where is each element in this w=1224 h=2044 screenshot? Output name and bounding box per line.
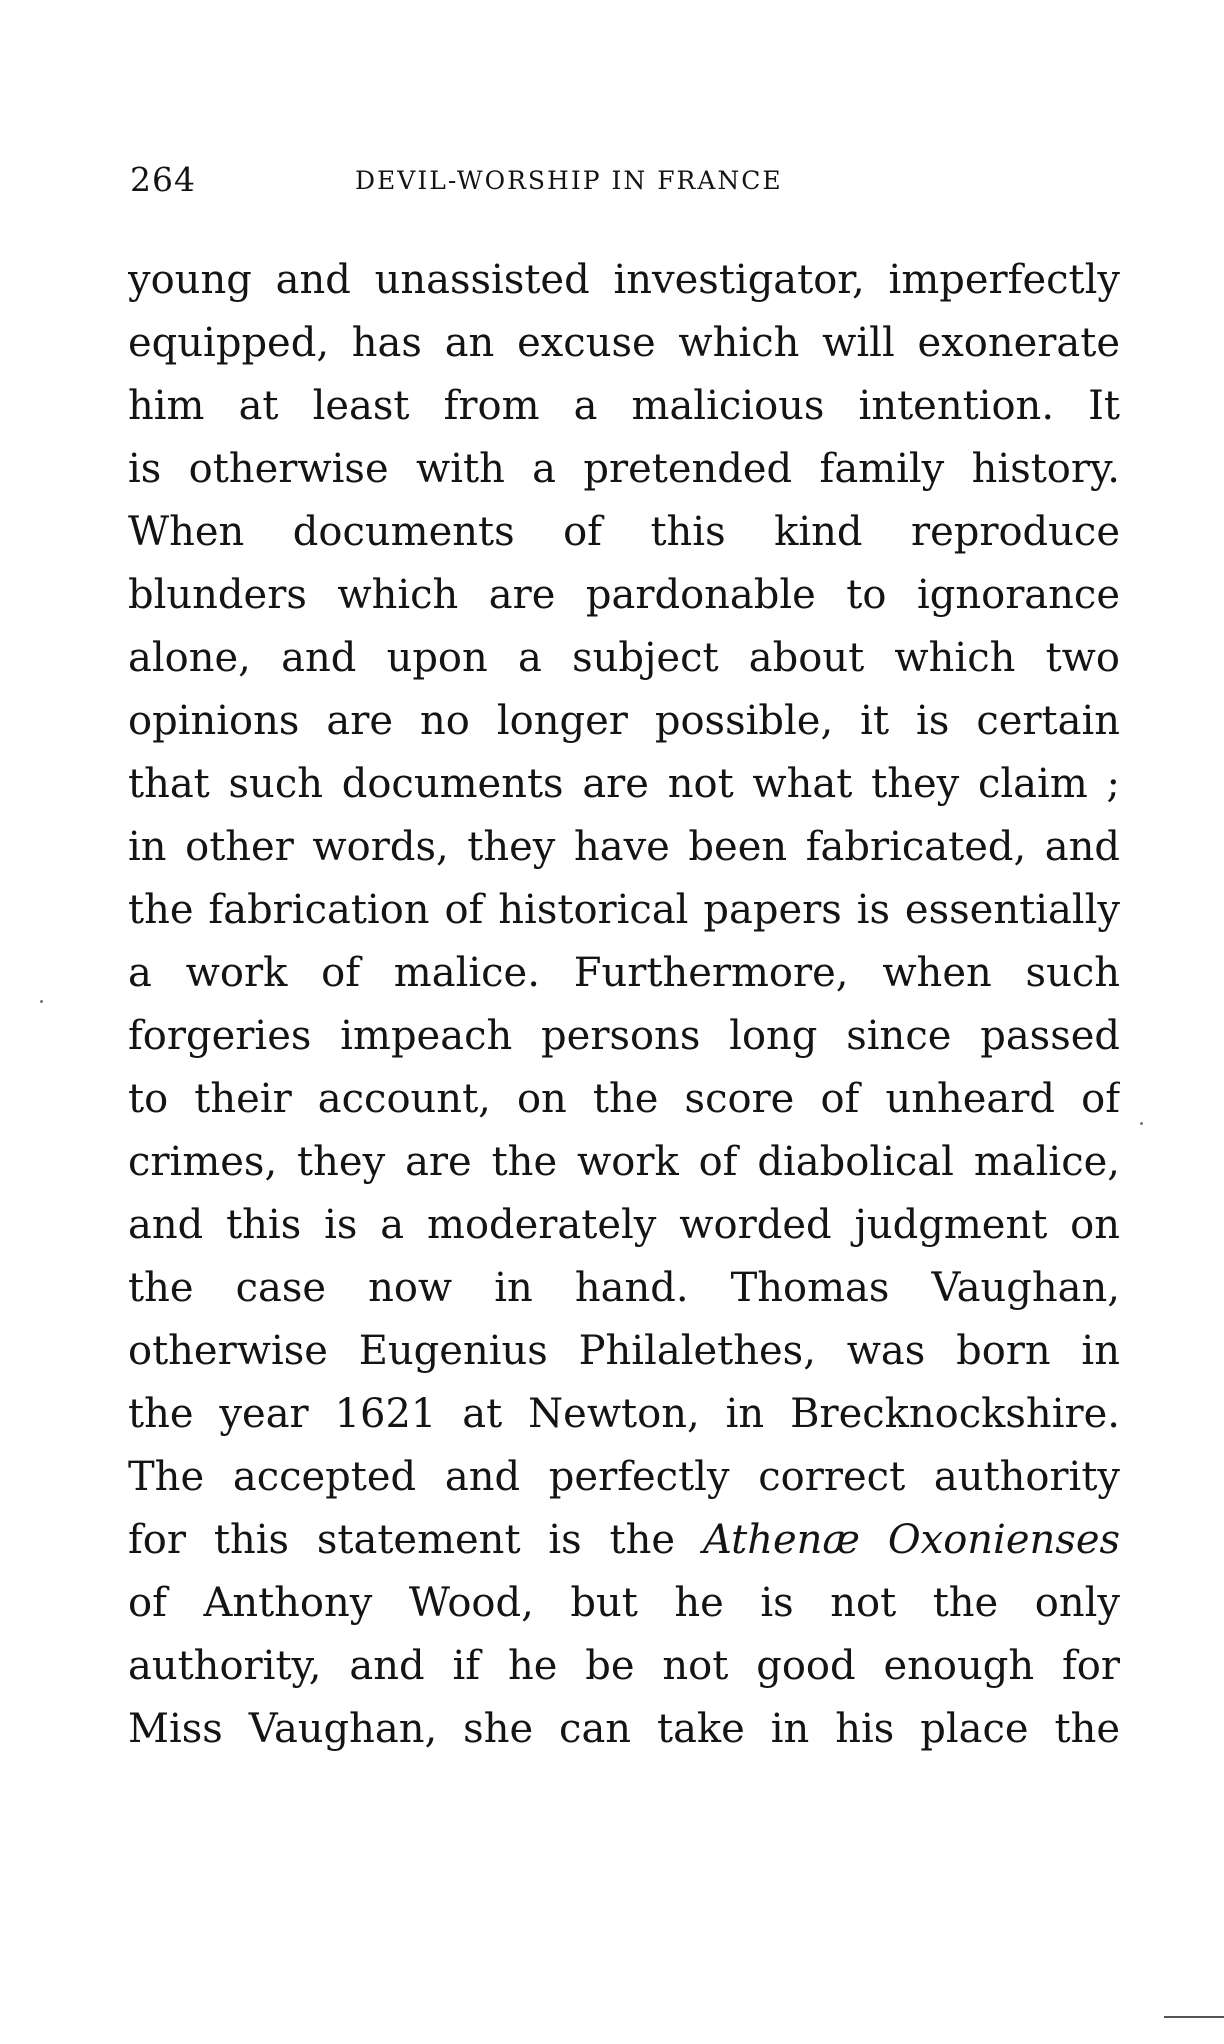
- text-line: him at least from a malicious intention. It: [128, 383, 1120, 429]
- page-edge-mark: [1164, 2016, 1224, 2018]
- paper-speck: [1140, 1122, 1143, 1125]
- running-title: DEVIL-WORSHIP IN FRANCE: [355, 166, 783, 195]
- text-line: the fabrication of historical papers is essentially: [128, 887, 1120, 933]
- text-line: in other words, they have been fabricated, and: [128, 824, 1120, 870]
- text-line: authority, and if he be not good enough for: [128, 1643, 1120, 1689]
- text-line: to their account, on the score of unheard of: [128, 1076, 1120, 1122]
- text-segment: for this statement is the: [128, 1517, 676, 1563]
- text-line: the case now in hand. Thomas Vaughan,: [128, 1265, 1120, 1311]
- text-line: that such documents are not what they claim ;: [128, 761, 1120, 807]
- running-head: [130, 160, 1120, 210]
- paper-speck: [40, 1000, 43, 1003]
- book-title-italic: Athenæ Oxonienses: [702, 1517, 1120, 1563]
- page-number: 264: [130, 160, 196, 199]
- text-line: the year 1621 at Newton, in Brecknockshire.: [128, 1391, 1120, 1437]
- text-line: is otherwise with a pretended family history.: [128, 446, 1120, 492]
- text-line: The accepted and perfectly correct authority: [128, 1454, 1120, 1500]
- text-line: otherwise Eugenius Philalethes, was born in: [128, 1328, 1120, 1374]
- text-line: opinions are no longer possible, it is certain: [128, 698, 1120, 744]
- text-line: Miss Vaughan, she can take in his place the: [128, 1706, 1120, 1752]
- text-line: young and unassisted investigator, imperfectly: [128, 257, 1120, 303]
- text-line: of Anthony Wood, but he is not the only: [128, 1580, 1120, 1626]
- body-text: [128, 249, 1120, 1761]
- text-line: [128, 1509, 1120, 1572]
- text-line: a work of malice. Furthermore, when such: [128, 950, 1120, 996]
- text-line: When documents of this kind reproduce: [128, 509, 1120, 555]
- text-line: forgeries impeach persons long since passed: [128, 1013, 1120, 1059]
- text-line: equipped, has an excuse which will exonerate: [128, 320, 1120, 366]
- text-line: crimes, they are the work of diabolical malice,: [128, 1139, 1120, 1185]
- text-line: and this is a moderately worded judgment on: [128, 1202, 1120, 1248]
- text-line: alone, and upon a subject about which two: [128, 635, 1120, 681]
- text-line: blunders which are pardonable to ignorance: [128, 572, 1120, 618]
